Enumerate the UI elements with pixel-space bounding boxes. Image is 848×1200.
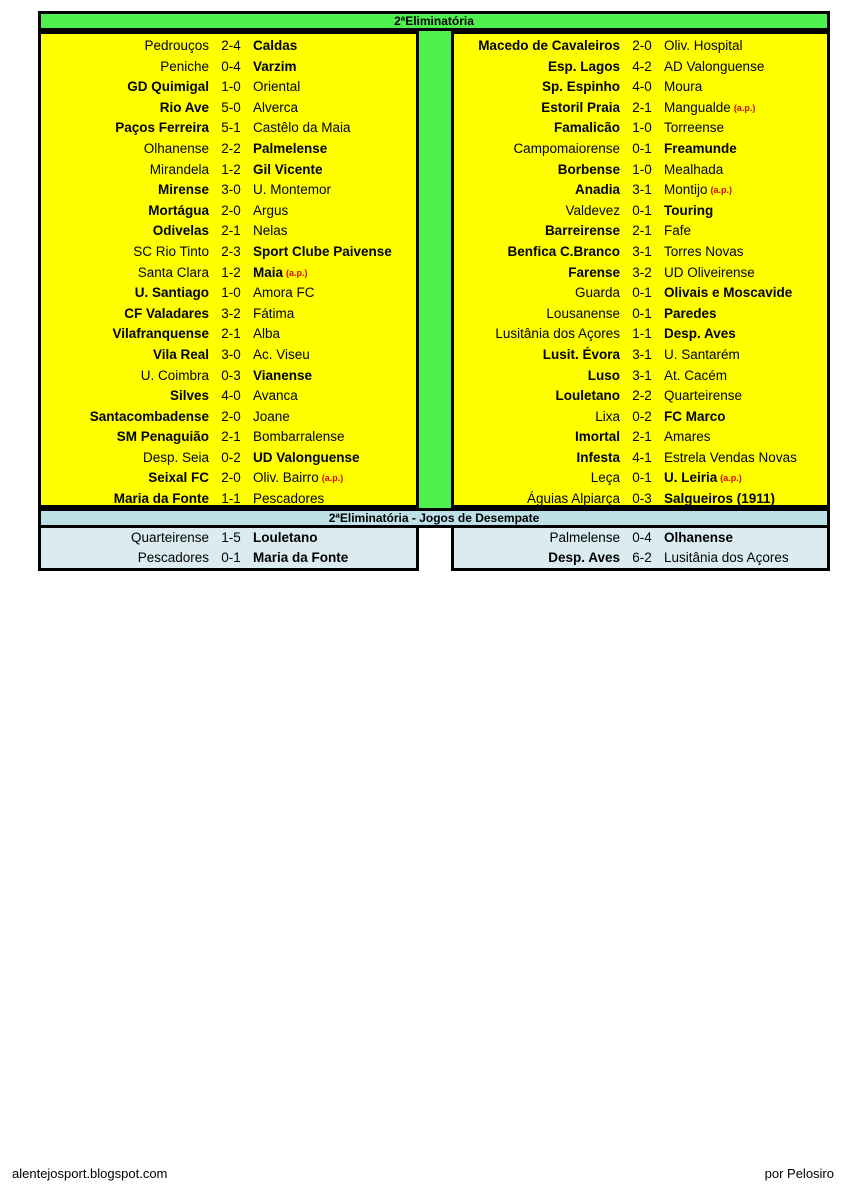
match-row	[41, 139, 416, 160]
home-team: Valdevez	[565, 202, 620, 218]
away-team-cell	[253, 448, 416, 469]
home-team: Louletano	[555, 388, 620, 404]
away-team-cell	[664, 283, 827, 304]
home-team: Infesta	[576, 449, 620, 465]
away-team: Oriental	[253, 79, 301, 95]
match-score: 1-1	[632, 326, 652, 342]
away-team-cell	[664, 489, 827, 510]
match-row	[41, 427, 416, 448]
away-team-cell	[664, 304, 827, 325]
away-team: Sport Clube Paivense	[253, 243, 392, 259]
away-team-cell	[253, 427, 416, 448]
away-team: Alverca	[253, 99, 299, 115]
away-team: Castêlo da Maia	[253, 120, 351, 136]
away-team-cell	[664, 139, 827, 160]
match-score: 0-3	[221, 367, 241, 383]
home-team: Estoril Praia	[541, 99, 620, 115]
away-team-cell	[664, 386, 827, 407]
match-row	[454, 139, 827, 160]
home-team: CF Valadares	[124, 305, 209, 321]
home-team: Águias Alpiarça	[526, 491, 620, 507]
away-team: Palmelense	[253, 140, 328, 156]
away-team: U. Leiria	[664, 470, 718, 486]
match-score: 3-1	[632, 367, 652, 383]
match-row	[41, 242, 416, 263]
home-team: Lusitânia dos Açores	[495, 326, 620, 342]
away-team-cell	[664, 324, 827, 345]
match-row	[41, 366, 416, 387]
away-team: Fátima	[253, 305, 295, 321]
home-team: Luso	[587, 367, 620, 383]
away-team: Lusitânia dos Açores	[664, 550, 789, 565]
away-team-cell	[253, 98, 416, 119]
match-row	[41, 160, 416, 181]
match-row	[41, 263, 416, 284]
extra-time-note: (a.p.)	[286, 267, 308, 278]
away-team-cell	[253, 283, 416, 304]
away-team: Mangualde	[664, 99, 731, 115]
away-team-cell	[253, 118, 416, 139]
away-team-cell	[253, 407, 416, 428]
home-team: Peniche	[160, 58, 209, 74]
match-row	[41, 201, 416, 222]
match-score: 1-2	[221, 264, 241, 280]
away-team: UD Oliveirense	[664, 264, 755, 280]
away-team: FC Marco	[664, 408, 726, 424]
home-team: SM Penaguião	[116, 429, 209, 445]
home-team: Sp. Espinho	[541, 79, 620, 95]
away-team: Estrela Vendas Novas	[664, 449, 797, 465]
home-team: Imortal	[574, 429, 620, 445]
home-team: Pescadores	[137, 550, 209, 565]
match-row	[454, 427, 827, 448]
home-team: Paços Ferreira	[115, 120, 209, 136]
match-score: 1-5	[221, 530, 241, 545]
away-team: Olivais e Moscavide	[664, 285, 793, 301]
match-row	[454, 57, 827, 78]
away-team: Pescadores	[253, 491, 325, 507]
right-results-panel	[451, 31, 830, 508]
away-team: Amares	[664, 429, 711, 445]
away-team-cell	[664, 528, 827, 548]
away-team: Amora FC	[253, 285, 315, 301]
away-team-cell	[664, 160, 827, 181]
home-team: Macedo de Cavaleiros	[478, 38, 620, 53]
away-team-cell	[664, 468, 827, 489]
home-team: Lousanense	[546, 305, 620, 321]
match-row	[454, 283, 827, 304]
away-team: Maia	[253, 264, 284, 280]
match-row	[41, 448, 416, 469]
home-team: Rio Ave	[159, 99, 209, 115]
extra-time-note: (a.p.)	[321, 473, 344, 484]
match-row	[41, 98, 416, 119]
away-team: Olhanense	[664, 530, 734, 545]
home-team: Santa Clara	[137, 264, 209, 280]
match-score: 0-1	[632, 305, 652, 321]
home-team: Desp. Seia	[142, 449, 209, 465]
match-row	[41, 36, 416, 57]
home-team: Olhanense	[143, 140, 209, 156]
away-team: Torreense	[664, 120, 725, 136]
away-team-cell	[253, 345, 416, 366]
away-team-cell	[253, 489, 416, 510]
tiebreak-area	[38, 528, 830, 571]
away-team: Oliv. Bairro	[253, 470, 319, 486]
match-score: 2-1	[632, 223, 652, 239]
away-team-cell	[664, 77, 827, 98]
away-team: Caldas	[253, 38, 298, 53]
away-team: Paredes	[664, 305, 717, 321]
home-team: Campomaiorense	[513, 140, 620, 156]
away-team: Montijo	[664, 182, 708, 198]
match-row	[454, 160, 827, 181]
match-row	[454, 36, 827, 57]
away-team: Fafe	[664, 223, 692, 239]
match-score: 4-0	[632, 79, 652, 95]
away-team-cell	[253, 324, 416, 345]
home-team: U. Santiago	[134, 285, 209, 301]
extra-time-note: (a.p.)	[710, 185, 733, 196]
away-team-cell	[664, 548, 827, 568]
away-team-cell	[664, 407, 827, 428]
match-score: 2-4	[221, 38, 241, 53]
away-team-cell	[253, 57, 416, 78]
match-row	[454, 77, 827, 98]
away-team: Gil Vicente	[253, 161, 323, 177]
match-score: 1-0	[221, 79, 241, 95]
match-row	[41, 528, 416, 548]
match-row	[454, 548, 827, 568]
away-team-cell	[253, 77, 416, 98]
home-team: Farense	[568, 264, 620, 280]
home-team: Mirandela	[149, 161, 209, 177]
away-team: Louletano	[253, 530, 318, 545]
match-score: 4-0	[221, 388, 241, 404]
match-score: 4-2	[632, 58, 652, 74]
results-sheet	[38, 11, 830, 571]
home-team: Lusit. Évora	[542, 346, 620, 362]
match-score: 0-2	[221, 449, 241, 465]
match-score: 6-2	[632, 550, 652, 565]
away-team-cell	[253, 201, 416, 222]
match-score: 2-0	[632, 38, 652, 53]
match-score: 2-0	[221, 202, 241, 218]
away-team: Varzim	[253, 58, 297, 74]
away-team-cell	[664, 36, 827, 57]
match-row	[454, 448, 827, 469]
home-team: Borbense	[557, 161, 620, 177]
away-team-cell	[253, 263, 416, 284]
away-team-cell	[253, 160, 416, 181]
footer-author: por Pelosiro	[764, 1166, 834, 1181]
home-team: Seixal FC	[148, 470, 209, 486]
match-score: 0-1	[632, 285, 652, 301]
away-team: Maria da Fonte	[253, 550, 349, 565]
away-team: Ac. Viseu	[253, 346, 310, 362]
away-team: Alba	[253, 326, 281, 342]
away-team-cell	[253, 180, 416, 201]
tiebreak-title: 2ªEliminatória - Jogos de Desempate	[38, 508, 830, 528]
away-team-cell	[253, 386, 416, 407]
home-team: Palmelense	[549, 530, 620, 545]
away-team: Freamunde	[664, 140, 737, 156]
main-results-area	[38, 31, 830, 508]
away-team: Mealhada	[664, 161, 724, 177]
home-team: SC Rio Tinto	[133, 243, 209, 259]
tiebreak-right-panel	[451, 528, 830, 571]
match-score: 3-0	[221, 182, 241, 198]
home-team: Maria da Fonte	[113, 491, 209, 507]
match-row	[454, 180, 827, 201]
away-team-cell	[664, 221, 827, 242]
match-score: 0-1	[632, 140, 652, 156]
match-score: 3-2	[632, 264, 652, 280]
home-team: GD Quimigal	[127, 79, 209, 95]
away-team: Bombarralense	[253, 429, 345, 445]
home-team: Desp. Aves	[548, 550, 620, 565]
match-row	[41, 283, 416, 304]
away-team: Oliv. Hospital	[664, 38, 743, 53]
away-team: Desp. Aves	[664, 326, 736, 342]
home-team: Lixa	[595, 408, 620, 424]
home-team: Quarteirense	[130, 530, 209, 545]
home-team: Leça	[590, 470, 620, 486]
away-team-cell	[253, 221, 416, 242]
home-team: U. Coimbra	[140, 367, 209, 383]
away-team: U. Montemor	[253, 182, 332, 198]
away-team-cell	[664, 263, 827, 284]
away-team: Avanca	[253, 388, 298, 404]
match-score: 0-1	[221, 550, 241, 565]
away-team-cell	[253, 366, 416, 387]
match-score: 2-1	[221, 429, 241, 445]
match-row	[454, 263, 827, 284]
match-row	[454, 345, 827, 366]
match-row	[454, 304, 827, 325]
match-row	[454, 221, 827, 242]
match-score: 3-1	[632, 346, 652, 362]
match-row	[41, 345, 416, 366]
match-row	[454, 118, 827, 139]
match-score: 1-0	[221, 285, 241, 301]
match-row	[454, 386, 827, 407]
match-score: 2-1	[221, 326, 241, 342]
home-team: Famalicão	[553, 120, 620, 136]
away-team: Touring	[664, 202, 714, 218]
round-title: 2ªEliminatória	[38, 11, 830, 31]
match-score: 5-0	[221, 99, 241, 115]
away-team: U. Santarém	[664, 346, 740, 362]
home-team: Mortágua	[148, 202, 209, 218]
match-score: 0-2	[632, 408, 652, 424]
match-row	[454, 366, 827, 387]
match-score: 2-3	[221, 243, 241, 259]
match-row	[41, 489, 416, 510]
home-team: Benfica C.Branco	[507, 243, 620, 259]
match-row	[454, 201, 827, 222]
extra-time-note: (a.p.)	[720, 473, 742, 484]
match-score: 5-1	[221, 120, 241, 136]
away-team-cell	[664, 118, 827, 139]
away-team-cell	[253, 528, 416, 548]
match-score: 1-0	[632, 120, 652, 136]
home-team: Esp. Lagos	[547, 58, 620, 74]
away-team-cell	[253, 242, 416, 263]
away-team-cell	[664, 448, 827, 469]
match-score: 0-1	[632, 470, 652, 486]
match-score: 0-4	[632, 530, 652, 545]
extra-time-note: (a.p.)	[733, 102, 756, 113]
match-row	[454, 98, 827, 119]
away-team-cell	[664, 57, 827, 78]
match-score: 2-1	[632, 429, 652, 445]
away-team-cell	[664, 242, 827, 263]
match-score: 3-1	[632, 182, 652, 198]
away-team-cell	[664, 427, 827, 448]
match-score: 0-3	[632, 491, 652, 507]
away-team: At. Cacém	[664, 367, 728, 383]
left-results-panel	[38, 31, 419, 508]
home-team: Pedrouços	[144, 38, 209, 53]
away-team: Nelas	[253, 223, 288, 239]
away-team: Joane	[253, 408, 290, 424]
home-team: Mirense	[157, 182, 209, 198]
away-team: UD Valonguense	[253, 449, 360, 465]
match-row	[41, 118, 416, 139]
away-team: Argus	[253, 202, 289, 218]
match-score: 0-4	[221, 58, 241, 74]
away-team-cell	[253, 36, 416, 57]
home-team: Anadia	[574, 182, 620, 198]
match-row	[41, 77, 416, 98]
match-score: 1-1	[221, 491, 241, 507]
away-team-cell	[253, 304, 416, 325]
away-team-cell	[664, 345, 827, 366]
away-team-cell	[253, 548, 416, 568]
footer-website: alentejosport.blogspot.com	[12, 1166, 168, 1181]
home-team: Guarda	[574, 285, 620, 301]
away-team-cell	[253, 139, 416, 160]
away-team-cell	[664, 98, 827, 119]
home-team: Silves	[169, 388, 209, 404]
away-team-cell	[253, 468, 416, 489]
match-row	[41, 548, 416, 568]
home-team: Santacombadense	[89, 408, 209, 424]
match-row	[454, 489, 827, 510]
match-score: 3-2	[221, 305, 241, 321]
match-row	[454, 528, 827, 548]
match-score: 1-2	[221, 161, 241, 177]
match-row	[454, 242, 827, 263]
match-row	[454, 468, 827, 489]
match-row	[41, 221, 416, 242]
away-team-cell	[664, 201, 827, 222]
match-score: 0-1	[632, 202, 652, 218]
match-score: 2-2	[632, 388, 652, 404]
match-row	[41, 407, 416, 428]
match-score: 3-0	[221, 346, 241, 362]
away-team-cell	[664, 180, 827, 201]
match-row	[41, 180, 416, 201]
tiebreak-left-panel	[38, 528, 419, 571]
match-score: 4-1	[632, 449, 652, 465]
match-score: 2-2	[221, 140, 241, 156]
match-score: 3-1	[632, 243, 652, 259]
match-score: 2-1	[221, 223, 241, 239]
away-team: Salgueiros (1911)	[664, 491, 776, 507]
match-score: 2-0	[221, 408, 241, 424]
match-row	[454, 407, 827, 428]
home-team: Barreirense	[544, 223, 620, 239]
match-row	[41, 57, 416, 78]
match-row	[41, 304, 416, 325]
away-team: Vianense	[253, 367, 313, 383]
away-team: Moura	[664, 79, 703, 95]
match-row	[454, 324, 827, 345]
match-score: 2-0	[221, 470, 241, 486]
away-team-cell	[664, 366, 827, 387]
match-row	[41, 386, 416, 407]
away-team: AD Valonguense	[664, 58, 765, 74]
match-row	[41, 324, 416, 345]
match-score: 1-0	[632, 161, 652, 177]
away-team: Torres Novas	[664, 243, 744, 259]
match-score: 2-1	[632, 99, 652, 115]
home-team: Vila Real	[152, 346, 209, 362]
home-team: Odivelas	[152, 223, 209, 239]
match-row	[41, 468, 416, 489]
away-team: Quarteirense	[664, 388, 743, 404]
home-team: Vilafranquense	[112, 326, 209, 342]
